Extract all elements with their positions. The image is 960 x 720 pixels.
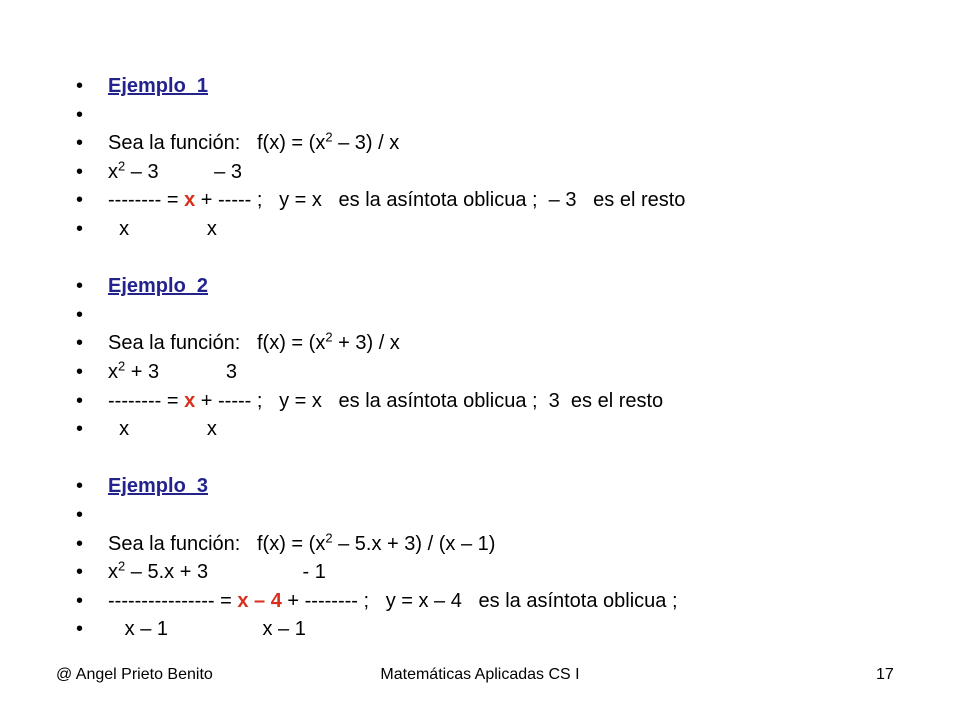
example-1-heading — [76, 72, 946, 101]
asymptote-text: + ----- ; y = x es la asíntota oblicua ; 3 es el resto — [195, 389, 664, 412]
bullet-icon — [76, 472, 96, 501]
numerator-text: x — [108, 160, 118, 183]
exponent: 2 — [118, 358, 126, 374]
footer-course: Matemáticas Aplicadas CS I — [380, 666, 580, 683]
division-line — [76, 587, 946, 616]
function-text: + 3) / x — [332, 332, 400, 355]
bullet-icon — [76, 358, 96, 387]
exponent: 2 — [325, 129, 333, 145]
bullet-icon — [76, 558, 96, 587]
denominator-text: x x — [108, 217, 217, 240]
empty-bullet-line — [76, 101, 946, 130]
fraction-bar-text: ---------------- = — [108, 589, 238, 612]
denominator-line — [76, 215, 946, 244]
bullet-icon — [76, 215, 96, 244]
exponent: 2 — [325, 329, 333, 345]
numerator-text: – 3 – 3 — [125, 160, 242, 183]
bullet-icon — [76, 272, 96, 301]
footer-author: @ Angel Prieto Benito — [56, 666, 213, 683]
footer-page-number: 17 — [876, 666, 894, 683]
function-text: Sea la función: f(x) = (x — [108, 332, 326, 355]
bullet-icon — [76, 129, 96, 158]
exponent: 2 — [118, 558, 126, 574]
exponent: 2 — [325, 529, 333, 545]
bullet-icon — [76, 387, 96, 416]
numerator-text: x — [108, 561, 118, 584]
bullet-icon — [76, 186, 96, 215]
bullet-icon — [76, 615, 96, 644]
denominator-line — [76, 415, 946, 444]
numerator-text: + 3 3 — [125, 360, 237, 383]
example-heading: Ejemplo 2 — [108, 275, 209, 298]
division-line — [76, 387, 946, 416]
bullet-icon — [76, 101, 96, 130]
function-definition — [76, 530, 946, 559]
bullet-icon — [76, 415, 96, 444]
empty-bullet-line — [76, 501, 946, 530]
denominator-text: x – 1 x – 1 — [108, 618, 306, 641]
function-text: – 5.x + 3) / (x – 1) — [332, 532, 496, 555]
function-text: – 3) / x — [332, 132, 400, 155]
bullet-icon — [76, 329, 96, 358]
example-2-heading — [76, 272, 946, 301]
numerator-line — [76, 358, 946, 387]
bullet-icon — [76, 587, 96, 616]
example-3-heading — [76, 472, 946, 501]
numerator-line — [76, 158, 946, 187]
bullet-icon — [76, 301, 96, 330]
bullet-list — [76, 72, 946, 644]
asymptote-text: + ----- ; y = x es la asíntota oblicua ; – 3 es el resto — [195, 189, 686, 212]
quotient-highlight: x — [184, 189, 196, 212]
numerator-text: – 5.x + 3 - 1 — [125, 561, 326, 584]
division-line — [76, 186, 946, 215]
numerator-line — [76, 558, 946, 587]
example-heading: Ejemplo 1 — [108, 75, 209, 97]
exponent: 2 — [118, 158, 126, 174]
function-text: Sea la función: f(x) = (x — [108, 532, 326, 555]
bullet-icon — [76, 72, 96, 101]
fraction-bar-text: -------- = — [108, 189, 185, 212]
function-text: Sea la función: f(x) = (x — [108, 132, 326, 155]
function-definition — [76, 129, 946, 158]
bullet-icon — [76, 530, 96, 559]
bullet-icon — [76, 501, 96, 530]
numerator-text: x — [108, 360, 118, 383]
fraction-bar-text: -------- = — [108, 389, 185, 412]
asymptote-text: + -------- ; y = x – 4 es la asíntota oblicua ; — [281, 589, 678, 612]
quotient-highlight: x – 4 — [237, 589, 282, 612]
denominator-line — [76, 615, 946, 644]
example-heading: Ejemplo 3 — [108, 475, 209, 498]
function-definition — [76, 329, 946, 358]
quotient-highlight: x — [184, 389, 196, 412]
denominator-text: x x — [108, 418, 217, 441]
bullet-icon — [76, 158, 96, 187]
empty-bullet-line — [76, 301, 946, 330]
